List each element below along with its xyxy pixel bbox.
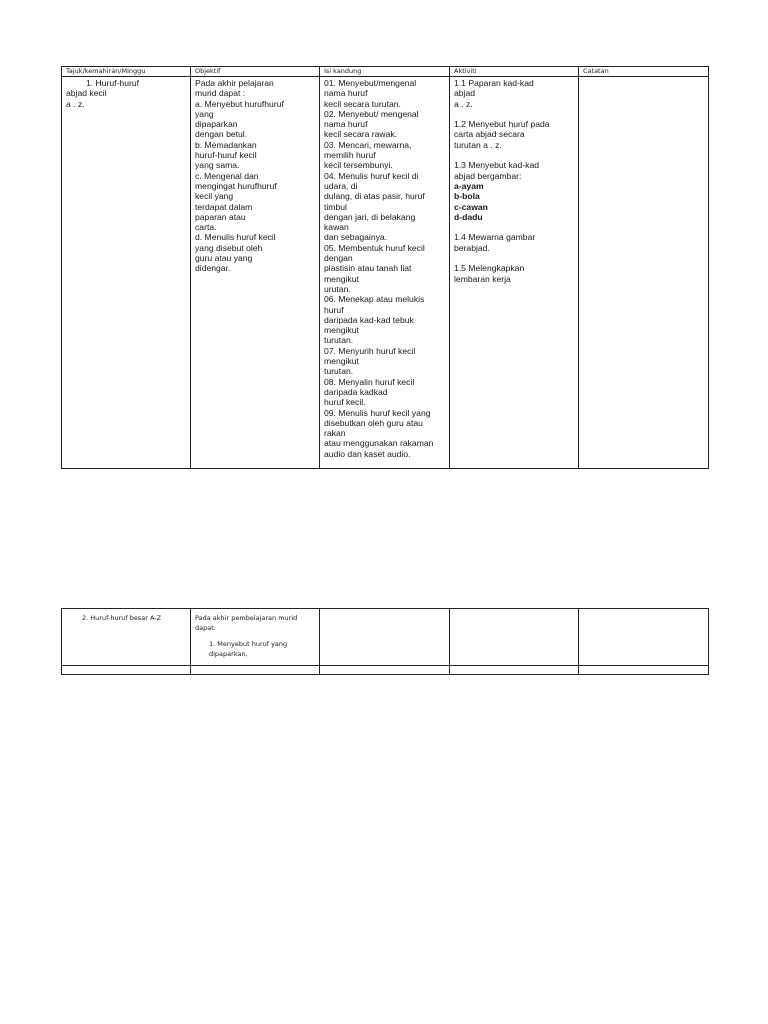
text-line: rakan	[324, 428, 346, 439]
text-line: d. Menulis huruf kecil	[195, 232, 276, 243]
text-line: abjad kecil	[66, 88, 107, 99]
text-line: turutan.	[324, 335, 354, 346]
text-line: carta abjad secara	[454, 129, 525, 140]
text-line: urutan.	[324, 283, 351, 294]
table-row	[62, 77, 709, 469]
text-line: 1.1 Paparan kad-kad	[454, 78, 534, 88]
text-line: lembaran kerja	[454, 273, 511, 284]
text-line: b-bola	[454, 191, 480, 202]
text-line: kecil secara rawak.	[324, 129, 398, 140]
text-line: yang disebut oleh	[195, 242, 263, 253]
header-cell-objective: Objektif	[191, 67, 320, 77]
text-line: Pada akhir pelajaran	[195, 78, 274, 88]
text-line: carta.	[195, 222, 217, 233]
text-line: 1. Menyebut huruf yang	[209, 640, 288, 648]
text-line: c. Mengenal dan	[195, 170, 259, 181]
header-cell-content: Isi kandung	[320, 67, 450, 77]
text-line: kecil tersembunyi.	[324, 160, 393, 171]
empty-cell	[579, 666, 709, 675]
activity-2	[454, 119, 575, 150]
text-line: a-ayam	[454, 180, 484, 191]
table-header-row	[62, 67, 709, 77]
text-line: abjad	[454, 88, 476, 99]
text-line: 08. Menyalin huruf kecil	[324, 376, 415, 387]
table-row	[62, 666, 709, 675]
text-line: dengan jari, di belakang	[324, 211, 416, 222]
text-line: plastisin atau tanah liat	[324, 263, 412, 274]
text-line: a . z.	[66, 98, 85, 109]
text-line: dapat:	[195, 624, 216, 632]
text-line: 01. Menyebut/mengenal	[324, 78, 417, 88]
text-line: mengingat hurufhuruf	[195, 180, 277, 191]
text-line: kecil yang	[195, 191, 234, 202]
text-line: turutan a . z.	[454, 139, 502, 150]
objective-item-1	[195, 639, 316, 659]
text-line: turutan.	[324, 366, 354, 377]
topic-cell	[62, 77, 191, 469]
empty-cell	[191, 666, 320, 675]
header-cell-activity: Aktiviti	[450, 67, 579, 77]
text-line: dengan betul.	[195, 129, 248, 140]
text-line: 04. Menulis huruf kecil di	[324, 170, 419, 181]
text-line: paparan atau	[195, 211, 246, 222]
text-line: disebutkan oleh guru atau	[324, 417, 423, 428]
text-line: murid dapat :	[195, 88, 246, 99]
activity-cell	[450, 77, 579, 469]
text-line: kawan	[324, 222, 349, 233]
text-line: nama huruf	[324, 88, 368, 99]
activity-5	[454, 263, 575, 284]
text-line: a. Menyebut hurufhuruf	[195, 98, 284, 109]
header-cell-notes: Catatan	[579, 67, 709, 77]
table-row	[62, 609, 709, 666]
activity-4	[454, 232, 575, 253]
lesson-plan-table-2	[61, 608, 709, 675]
notes-cell-2	[579, 609, 709, 666]
lesson-plan-table-1	[61, 66, 709, 469]
text-line: 02. Menyebut/ mengenal	[324, 108, 419, 119]
text-line: huruf	[324, 304, 344, 315]
text-line: daripada kadkad	[324, 386, 388, 397]
text-line: d-dadu	[454, 211, 483, 222]
text-line: didengar.	[195, 263, 231, 274]
text-line: dipaparkan	[195, 119, 238, 130]
text-line: terdapat dalam	[195, 201, 253, 212]
text-line: dan sebagainya.	[324, 232, 388, 243]
text-line: c-cawan	[454, 201, 488, 212]
text-line: huruf kecil.	[324, 397, 366, 408]
content-cell	[320, 77, 450, 469]
text-line: 05. Membentuk huruf kecil	[324, 242, 425, 253]
text-line: nama huruf	[324, 119, 368, 130]
text-line: atau menggunakan rakaman	[324, 438, 434, 449]
objective-cell	[191, 77, 320, 469]
empty-cell	[62, 666, 191, 675]
text-line: yang sama.	[195, 160, 240, 171]
notes-cell	[579, 77, 709, 469]
content-cell-2	[320, 609, 450, 666]
text-line: 06. Menekap atau melukis	[324, 294, 425, 305]
text-line: mengikut	[324, 273, 359, 284]
empty-cell	[450, 666, 579, 675]
text-line: audio dan kaset audio.	[324, 448, 411, 459]
objective-cell-2	[191, 609, 320, 666]
empty-cell	[320, 666, 450, 675]
text-line: huruf-huruf kecil	[195, 150, 257, 161]
text-line: timbul	[324, 201, 347, 212]
activity-3	[454, 160, 575, 181]
text-line: b. Memadankan	[195, 139, 257, 150]
text-line: 1.3 Menyebut kad-kad	[454, 160, 540, 171]
text-line: 1.5 Melengkapkan	[454, 263, 525, 274]
activity-3-picture-list	[454, 181, 575, 222]
text-line: 07. Menyurih huruf kecil	[324, 345, 416, 356]
text-line: dengan	[324, 253, 353, 264]
objective-intro	[195, 613, 316, 633]
text-line: guru atau yang	[195, 253, 253, 264]
text-line: Pada akhir pembelajaran murid	[195, 614, 298, 622]
text-line: a . z.	[454, 98, 473, 109]
text-line: daripada kad-kad tebuk	[324, 314, 414, 325]
topic-cell-2: 2. Huruf-huruf besar A-Z	[62, 609, 191, 666]
text-line: mengikut	[324, 356, 359, 367]
text-line: mengikut	[324, 325, 359, 336]
text-line: udara, di	[324, 180, 358, 191]
activity-1	[454, 78, 575, 109]
text-line: 1. Huruf-huruf	[86, 78, 140, 88]
text-line: memilih huruf	[324, 150, 376, 161]
header-cell-topic: Tajuk/kemahiran/Minggu	[62, 67, 191, 77]
text-line: yang	[195, 108, 214, 119]
text-line: 09. Menulis huruf kecil yang	[324, 407, 431, 418]
activity-cell-2	[450, 609, 579, 666]
text-line: 03. Mencari, mewarna,	[324, 139, 412, 150]
text-line: berabjad.	[454, 242, 490, 253]
text-line: dulang, di atas pasir, huruf	[324, 191, 425, 202]
text-line: 1.2 Menyebut huruf pada	[454, 119, 550, 130]
text-line: dipaparkan,	[209, 650, 248, 658]
text-line: kecil secara turutan.	[324, 98, 401, 109]
text-line: 1.4 Mewarna gambar	[454, 232, 536, 243]
text-line: abjad bergambar:	[454, 170, 522, 181]
